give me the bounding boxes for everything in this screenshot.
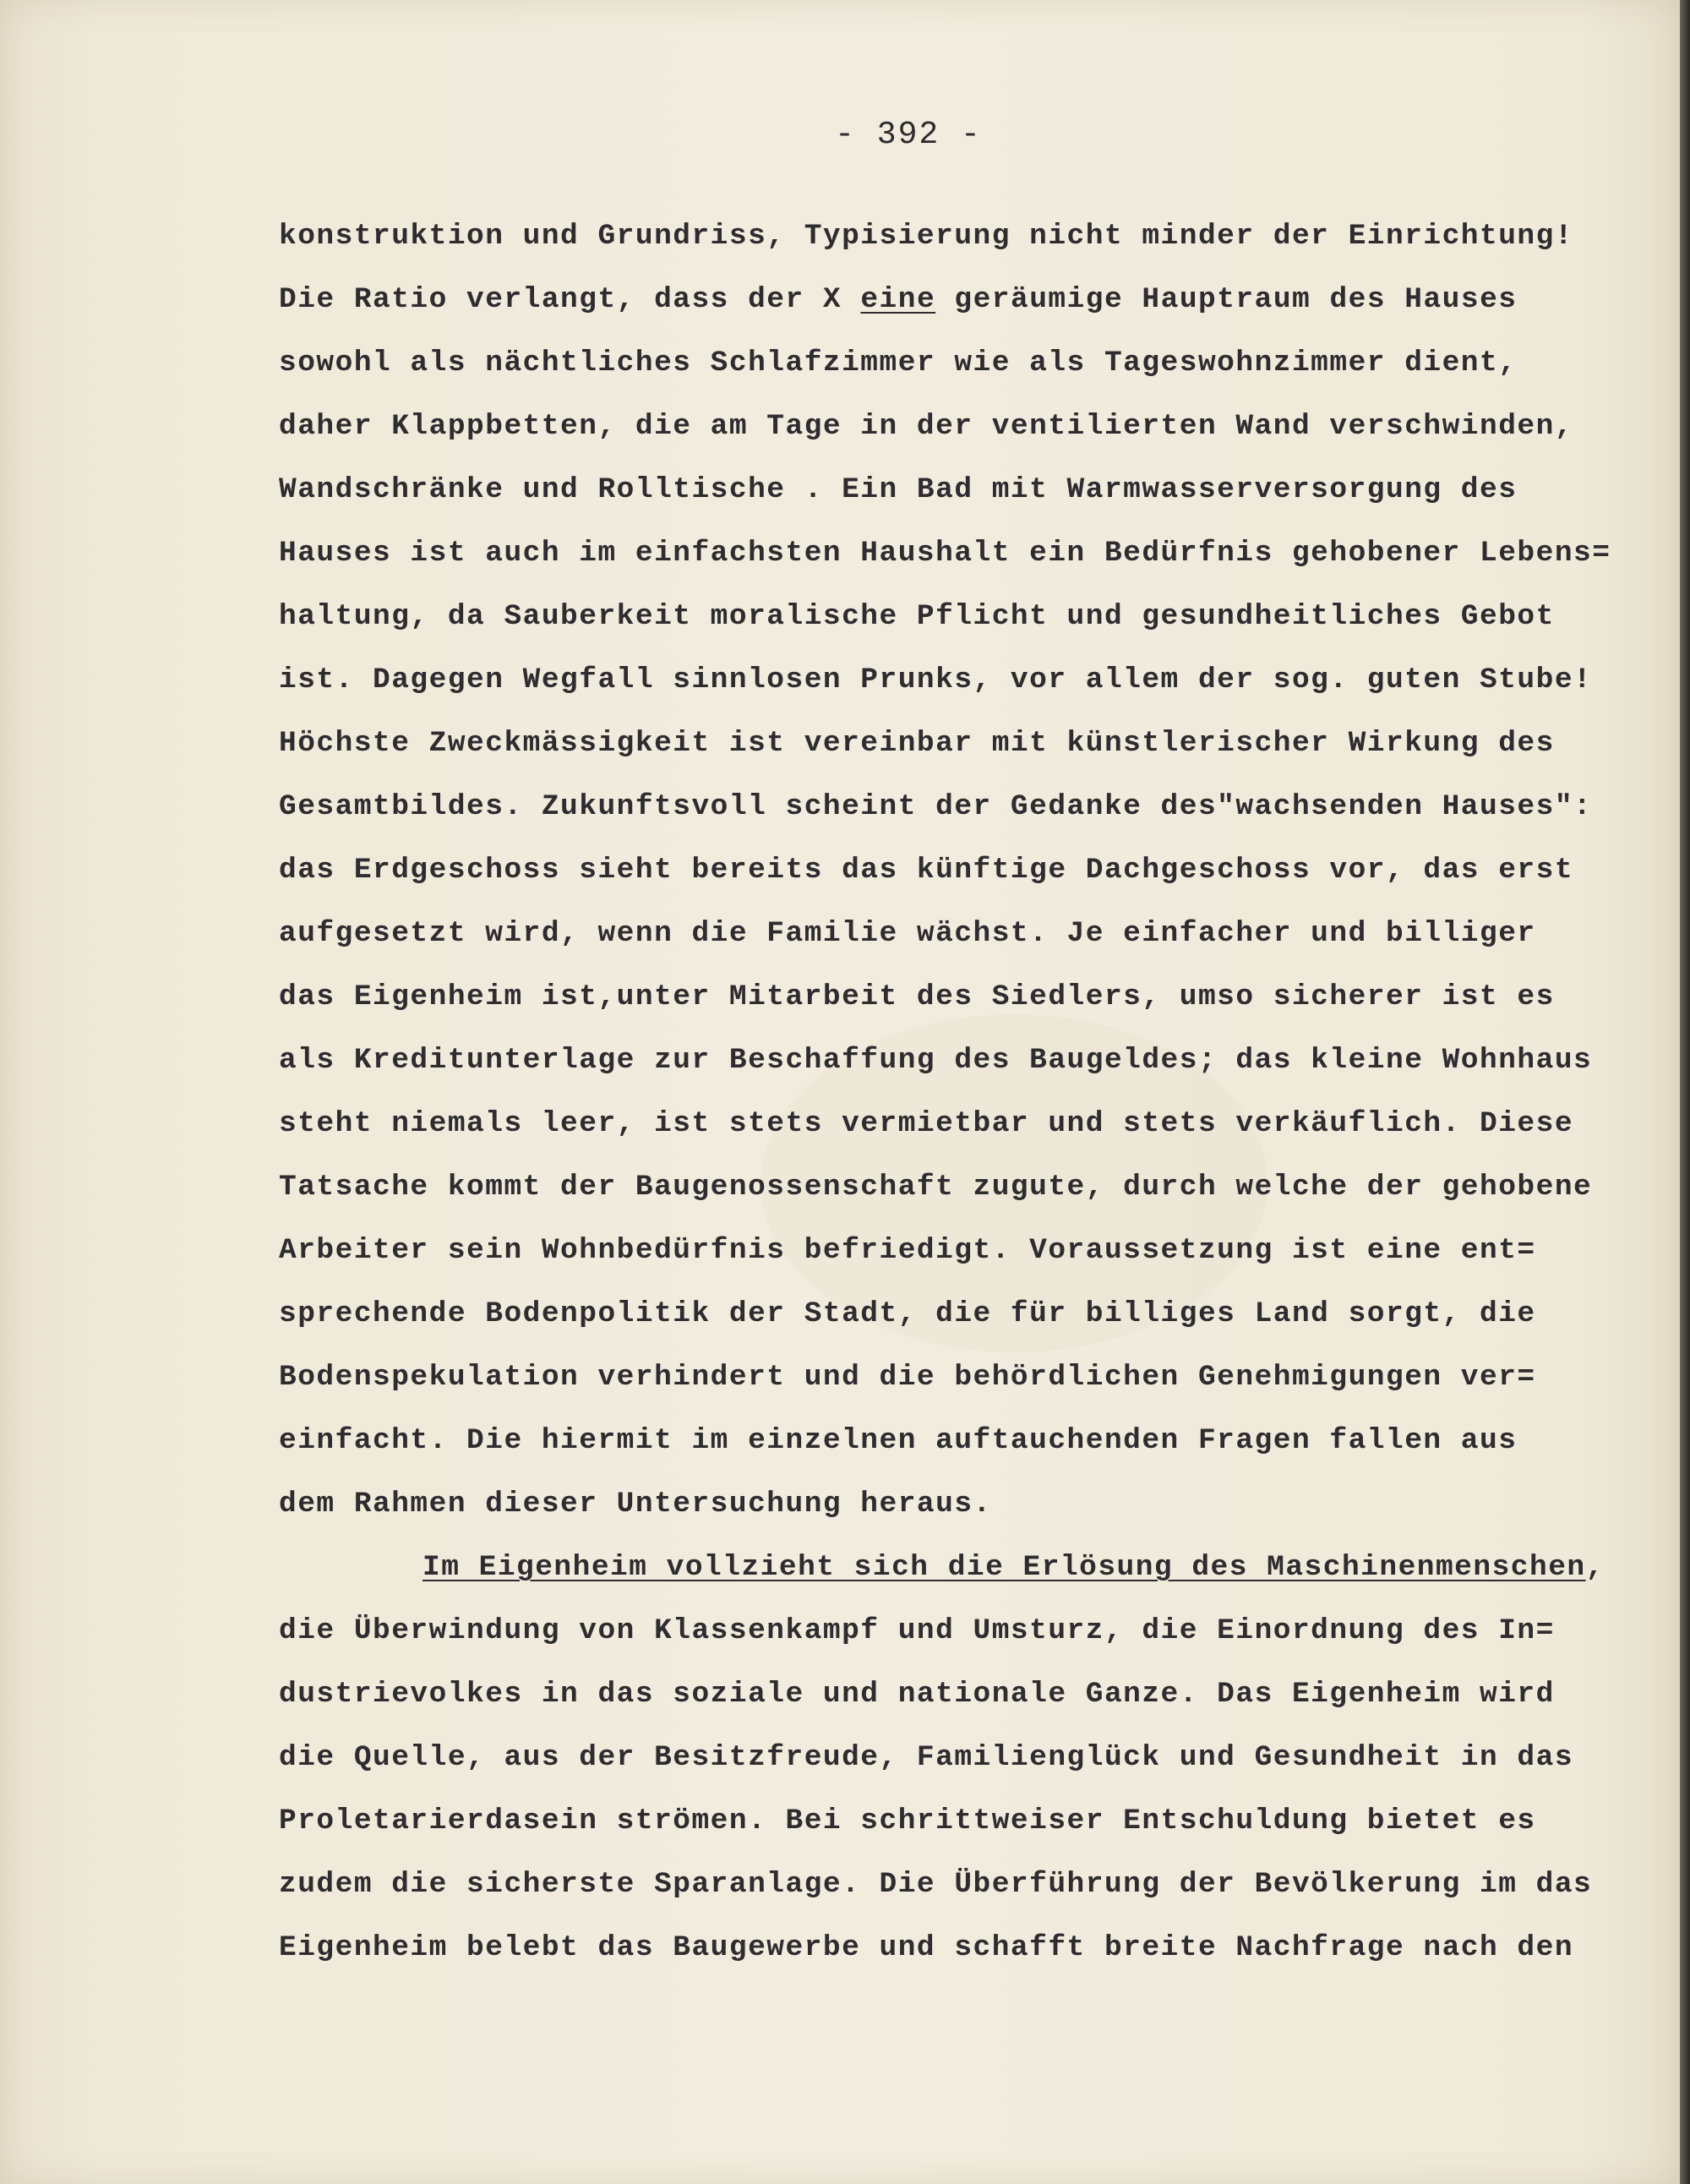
- text-line: zudem die sicherste Sparanlage. Die Überführung der Bevölkerung im das: [279, 1868, 1593, 1901]
- text-line: Proletarierdasein strömen. Bei schrittweiser Entschuldung bietet es: [279, 1805, 1536, 1837]
- text-line: sprechende Bodenpolitik der Stadt, die für billiges Land sorgt, die: [279, 1297, 1536, 1330]
- text-line: dustrievolkes in das soziale und nationale Ganze. Das Eigenheim wird: [279, 1678, 1555, 1711]
- text-line: einfacht. Die hiermit im einzelnen auftauchenden Fragen fallen aus: [279, 1424, 1518, 1457]
- page-edge: [1680, 0, 1690, 2184]
- text-line: die Überwindung von Klassenkampf und Umsturz, die Einordnung des In=: [279, 1614, 1555, 1647]
- text-line: die Quelle, aus der Besitzfreude, Familienglück und Gesundheit in das: [279, 1741, 1574, 1774]
- text-line: aufgesetzt wird, wenn die Familie wächst. Je einfacher und billiger: [279, 917, 1536, 950]
- text-segment: geräumige Hauptraum des Hauses: [935, 283, 1518, 316]
- typed-text-body: [279, 205, 1631, 1979]
- text-line: dem Rahmen dieser Untersuchung heraus.: [279, 1488, 992, 1521]
- text-line: daher Klappbetten, die am Tage in der ventilierten Wand verschwinden,: [279, 410, 1574, 443]
- page-number: - 392 -: [835, 117, 982, 153]
- struck-character: X: [822, 283, 842, 316]
- underlined-word: eine: [860, 283, 936, 316]
- text-line: Tatsache kommt der Baugenossenschaft zugute, durch welche der gehobene: [279, 1171, 1593, 1204]
- text-line: konstruktion und Grundriss, Typisierung nicht minder der Einrichtung!: [279, 220, 1574, 253]
- text-line: [279, 268, 1631, 331]
- underlined-sentence: Im Eigenheim vollzieht sich die Erlösung des Maschinenmenschen: [422, 1551, 1586, 1584]
- text-line: Arbeiter sein Wohnbedürfnis befriedigt. Voraussetzung ist eine ent=: [279, 1234, 1536, 1267]
- text-line: Hauses ist auch im einfachsten Haushalt ein Bedürfnis gehobener Lebens=: [279, 537, 1611, 570]
- text-line: Bodenspekulation verhindert und die behördlichen Genehmigungen ver=: [279, 1361, 1536, 1394]
- text-line: sowohl als nächtliches Schlafzimmer wie als Tageswohnzimmer dient,: [279, 347, 1518, 379]
- text-segment: Die Ratio verlangt, dass der: [279, 283, 823, 316]
- text-line: als Kreditunterlage zur Beschaffung des Baugeldes; das kleine Wohnhaus: [279, 1044, 1593, 1077]
- text-line: das Eigenheim ist,unter Mitarbeit des Siedlers, umso sicherer ist es: [279, 980, 1555, 1013]
- text-line: Eigenheim belebt das Baugewerbe und schafft breite Nachfrage nach den: [279, 1931, 1574, 1964]
- text-line: Höchste Zweckmässigkeit ist vereinbar mit künstlerischer Wirkung des: [279, 727, 1555, 760]
- text-line: [279, 1536, 1631, 1599]
- text-line: haltung, da Sauberkeit moralische Pflicht und gesundheitliches Gebot: [279, 600, 1555, 633]
- text-line: Gesamtbildes. Zukunftsvoll scheint der Gedanke des"wachsenden Hauses":: [279, 790, 1593, 823]
- text-line: ist. Dagegen Wegfall sinnlosen Prunks, vor allem der sog. guten Stube!: [279, 663, 1593, 696]
- text-segment: ,: [1585, 1551, 1605, 1584]
- text-line: steht niemals leer, ist stets vermietbar und stets verkäuflich. Diese: [279, 1107, 1574, 1140]
- text-line: Wandschränke und Rolltische . Ein Bad mit Warmwasserversorgung des: [279, 473, 1518, 506]
- text-line: das Erdgeschoss sieht bereits das künftige Dachgeschoss vor, das erst: [279, 854, 1574, 887]
